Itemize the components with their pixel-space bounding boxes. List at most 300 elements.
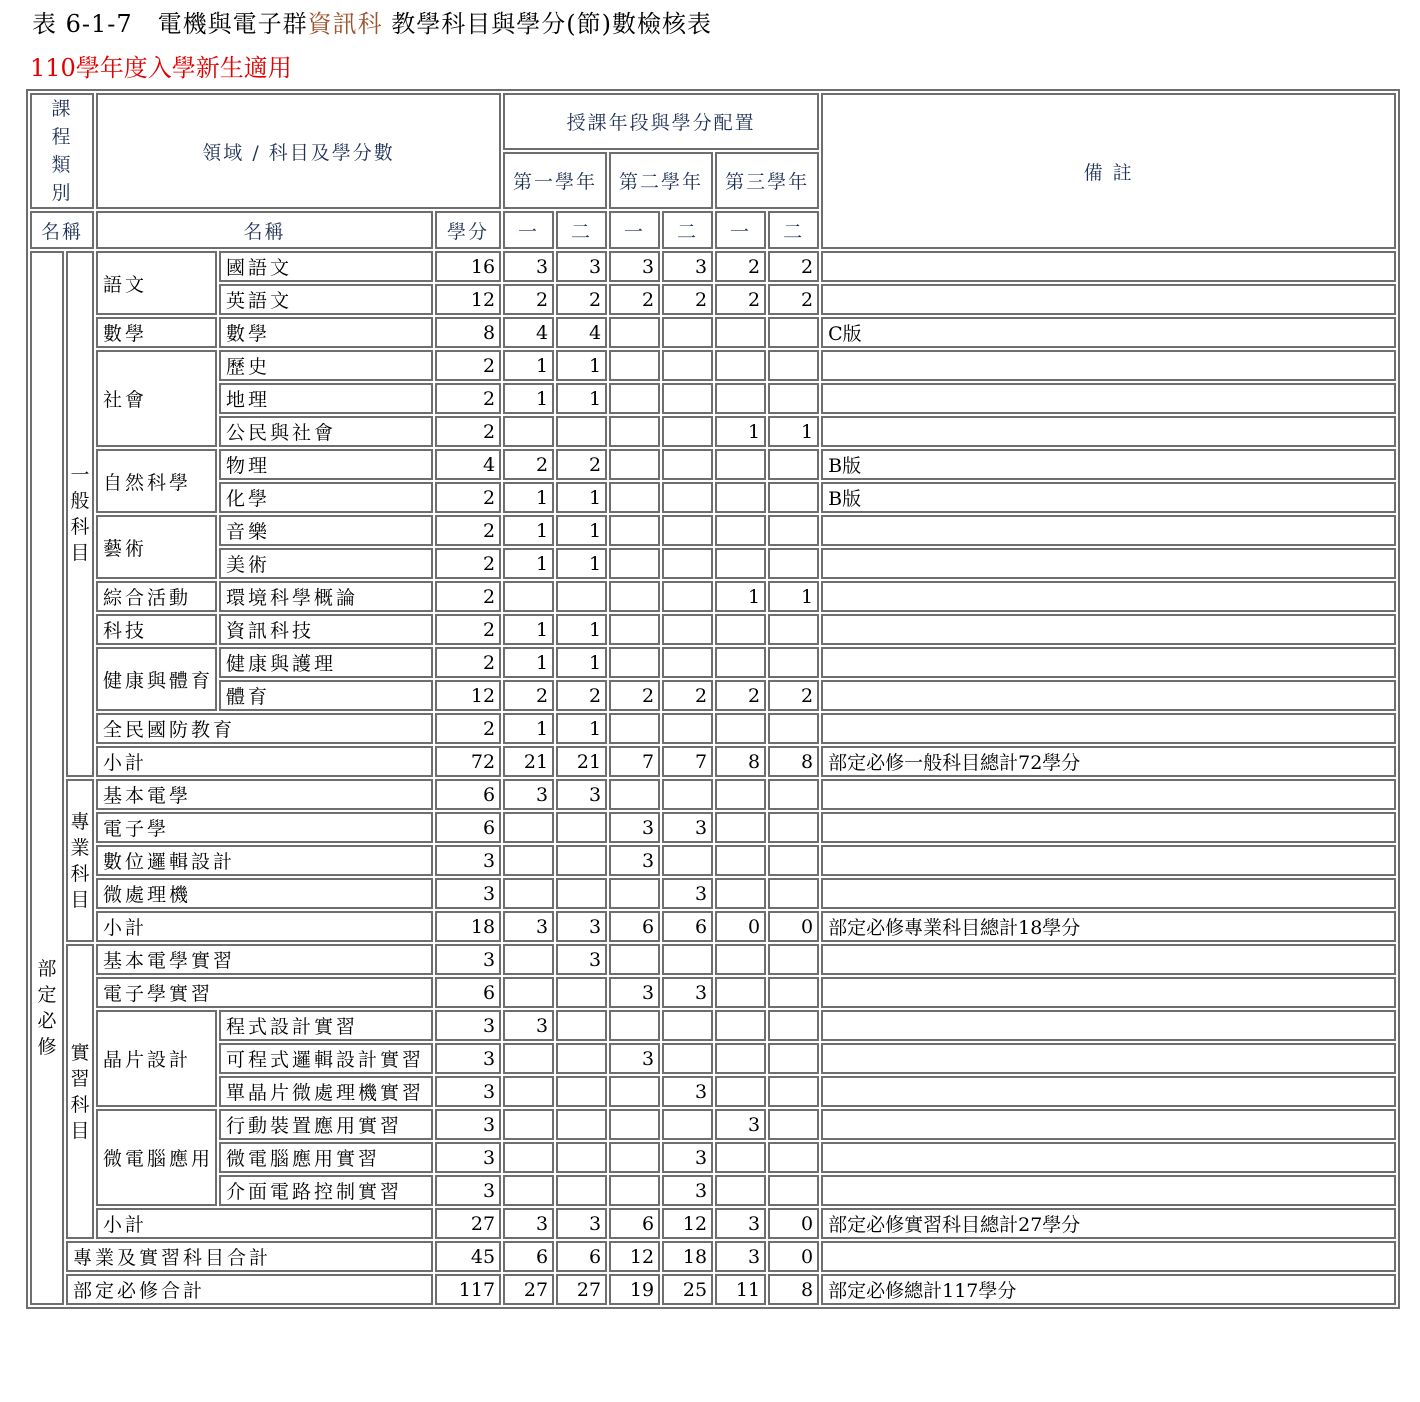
table-row bbox=[30, 977, 1396, 1008]
category-required: 部定必修 bbox=[30, 251, 64, 1305]
sem-cell: 25 bbox=[662, 1274, 713, 1305]
remark-cell bbox=[821, 1241, 1396, 1272]
table-row bbox=[30, 251, 1396, 282]
sem-cell: 3 bbox=[662, 1142, 713, 1173]
credit-cell: 2 bbox=[435, 581, 501, 612]
sem-cell bbox=[556, 1010, 607, 1041]
sem-cell bbox=[768, 515, 819, 546]
sem-cell bbox=[715, 350, 766, 381]
table-row bbox=[30, 680, 1396, 711]
table-row bbox=[30, 581, 1396, 612]
table-row bbox=[30, 845, 1396, 876]
sem-cell bbox=[556, 845, 607, 876]
remark-cell bbox=[821, 779, 1396, 810]
sem-cell bbox=[609, 878, 660, 909]
sem-cell bbox=[715, 647, 766, 678]
header-year2: 第二學年 bbox=[609, 152, 713, 209]
header-sem: 二 bbox=[768, 211, 819, 249]
domain-cell: 自然科學 bbox=[96, 449, 217, 513]
sem-cell bbox=[715, 779, 766, 810]
sem-cell bbox=[609, 1076, 660, 1107]
remark-cell bbox=[821, 1076, 1396, 1107]
sem-cell bbox=[609, 614, 660, 645]
sem-cell: 1 bbox=[556, 350, 607, 381]
sem-cell bbox=[503, 1076, 554, 1107]
sem-cell bbox=[503, 1142, 554, 1173]
credit-cell: 2 bbox=[435, 383, 501, 414]
sem-cell: 3 bbox=[715, 1208, 766, 1239]
subject-cell: 單晶片微處理機實習 bbox=[219, 1076, 433, 1107]
table-row bbox=[30, 944, 1396, 975]
subject-cell: 小計 bbox=[96, 1208, 433, 1239]
header-name-b: 名稱 bbox=[96, 211, 433, 249]
header-year3: 第三學年 bbox=[715, 152, 819, 209]
sem-cell: 8 bbox=[768, 746, 819, 777]
header-credits: 學分 bbox=[435, 211, 501, 249]
sem-cell bbox=[715, 812, 766, 843]
sem-cell: 2 bbox=[715, 680, 766, 711]
subject-cell: 歷史 bbox=[219, 350, 433, 381]
remark-cell bbox=[821, 350, 1396, 381]
credit-table bbox=[26, 89, 1400, 1309]
remark-cell bbox=[821, 647, 1396, 678]
subject-cell: 全民國防教育 bbox=[96, 713, 433, 744]
sem-cell bbox=[662, 1010, 713, 1041]
sem-cell: 3 bbox=[662, 878, 713, 909]
subject-cell: 基本電學實習 bbox=[96, 944, 433, 975]
header-sem: 二 bbox=[556, 211, 607, 249]
sem-cell bbox=[609, 581, 660, 612]
title-prefix: 表 6-1-7 電機與電子群 bbox=[32, 10, 308, 38]
sem-cell: 2 bbox=[503, 680, 554, 711]
remark-cell: B版 bbox=[821, 449, 1396, 480]
sem-cell bbox=[662, 317, 713, 348]
sem-cell: 1 bbox=[556, 647, 607, 678]
sem-cell bbox=[715, 1142, 766, 1173]
credit-cell: 2 bbox=[435, 713, 501, 744]
sem-cell bbox=[768, 713, 819, 744]
sem-cell: 1 bbox=[556, 482, 607, 513]
sem-cell: 3 bbox=[715, 1241, 766, 1272]
sem-cell: 3 bbox=[609, 251, 660, 282]
table-row bbox=[30, 383, 1396, 414]
domain-cell: 數學 bbox=[96, 317, 217, 348]
sem-cell: 27 bbox=[503, 1274, 554, 1305]
sem-cell bbox=[715, 977, 766, 1008]
remark-cell bbox=[821, 812, 1396, 843]
credit-cell: 4 bbox=[435, 449, 501, 480]
sem-cell bbox=[662, 482, 713, 513]
sem-cell bbox=[768, 317, 819, 348]
subject-cell: 介面電路控制實習 bbox=[219, 1175, 433, 1206]
sem-cell: 18 bbox=[662, 1241, 713, 1272]
remark-cell bbox=[821, 284, 1396, 315]
credit-cell: 18 bbox=[435, 911, 501, 942]
subject-cell: 部定必修合計 bbox=[66, 1274, 433, 1305]
sem-cell: 1 bbox=[556, 515, 607, 546]
subject-cell: 小計 bbox=[96, 746, 433, 777]
sem-cell bbox=[662, 1043, 713, 1074]
sem-cell bbox=[715, 548, 766, 579]
credit-cell: 3 bbox=[435, 1010, 501, 1041]
remark-cell bbox=[821, 383, 1396, 414]
table-row bbox=[30, 1076, 1396, 1107]
sem-cell bbox=[715, 1076, 766, 1107]
header-sem: 一 bbox=[609, 211, 660, 249]
sem-cell: 2 bbox=[768, 284, 819, 315]
subject-cell: 微處理機 bbox=[96, 878, 433, 909]
sem-cell bbox=[662, 581, 713, 612]
sem-cell bbox=[609, 548, 660, 579]
table-row bbox=[30, 449, 1396, 480]
table-row bbox=[30, 647, 1396, 678]
remark-cell bbox=[821, 977, 1396, 1008]
credit-cell: 3 bbox=[435, 1076, 501, 1107]
sem-cell bbox=[768, 878, 819, 909]
sem-cell bbox=[609, 449, 660, 480]
remark-cell: B版 bbox=[821, 482, 1396, 513]
sem-cell: 2 bbox=[662, 284, 713, 315]
remark-cell bbox=[821, 845, 1396, 876]
subject-cell: 專業及實習科目合計 bbox=[66, 1241, 433, 1272]
domain-cell: 綜合活動 bbox=[96, 581, 217, 612]
sem-cell bbox=[556, 812, 607, 843]
remark-cell bbox=[821, 944, 1396, 975]
sem-cell: 1 bbox=[503, 647, 554, 678]
subject-cell: 資訊科技 bbox=[219, 614, 433, 645]
sem-cell bbox=[662, 548, 713, 579]
remark-cell bbox=[821, 680, 1396, 711]
sem-cell bbox=[609, 647, 660, 678]
sem-cell bbox=[609, 713, 660, 744]
sem-cell: 19 bbox=[609, 1274, 660, 1305]
sem-cell: 3 bbox=[662, 1076, 713, 1107]
sem-cell bbox=[715, 614, 766, 645]
table-row bbox=[30, 614, 1396, 645]
sem-cell bbox=[503, 977, 554, 1008]
remark-cell: 部定必修專業科目總計18學分 bbox=[821, 911, 1396, 942]
table-row bbox=[30, 317, 1396, 348]
sem-cell: 3 bbox=[609, 812, 660, 843]
sem-cell bbox=[768, 1175, 819, 1206]
sem-cell: 0 bbox=[768, 911, 819, 942]
sem-cell bbox=[556, 416, 607, 447]
sem-cell bbox=[715, 944, 766, 975]
header-sem: 一 bbox=[503, 211, 554, 249]
sem-cell bbox=[556, 1175, 607, 1206]
credit-cell: 12 bbox=[435, 284, 501, 315]
domain-cell: 藝術 bbox=[96, 515, 217, 579]
sem-cell bbox=[503, 416, 554, 447]
header-grade-config: 授課年段與學分配置 bbox=[503, 93, 819, 150]
table-row bbox=[30, 878, 1396, 909]
subject-cell: 可程式邏輯設計實習 bbox=[219, 1043, 433, 1074]
sem-cell: 3 bbox=[556, 911, 607, 942]
sem-cell bbox=[662, 713, 713, 744]
sem-cell: 1 bbox=[556, 713, 607, 744]
sem-cell bbox=[609, 1010, 660, 1041]
sem-cell bbox=[768, 1142, 819, 1173]
credit-cell: 3 bbox=[435, 1142, 501, 1173]
sem-cell: 6 bbox=[662, 911, 713, 942]
sem-cell bbox=[768, 1076, 819, 1107]
sem-cell: 21 bbox=[556, 746, 607, 777]
sem-cell: 0 bbox=[715, 911, 766, 942]
domain-cell: 科技 bbox=[96, 614, 217, 645]
sem-cell: 1 bbox=[503, 350, 554, 381]
sem-cell bbox=[662, 647, 713, 678]
subject-cell: 音樂 bbox=[219, 515, 433, 546]
sem-cell bbox=[609, 1175, 660, 1206]
domain-cell: 晶片設計 bbox=[96, 1010, 217, 1107]
header-course-type: 課程類別 bbox=[30, 93, 94, 209]
remark-cell bbox=[821, 1010, 1396, 1041]
sem-cell bbox=[662, 1109, 713, 1140]
domain-cell: 健康與體育 bbox=[96, 647, 217, 711]
sem-cell bbox=[503, 845, 554, 876]
sem-cell: 27 bbox=[556, 1274, 607, 1305]
sem-cell bbox=[503, 878, 554, 909]
sem-cell bbox=[768, 647, 819, 678]
sem-cell bbox=[768, 1010, 819, 1041]
category-general: 一般科目 bbox=[66, 251, 94, 777]
table-row bbox=[30, 350, 1396, 381]
header-sem: 二 bbox=[662, 211, 713, 249]
title-suffix: 教學科目與學分(節)數檢核表 bbox=[382, 10, 713, 38]
header-remarks: 備 註 bbox=[821, 93, 1396, 249]
remark-cell: 部定必修實習科目總計27學分 bbox=[821, 1208, 1396, 1239]
credit-cell: 2 bbox=[435, 416, 501, 447]
table-row bbox=[30, 1010, 1396, 1041]
sem-cell: 3 bbox=[556, 1208, 607, 1239]
sem-cell: 2 bbox=[556, 449, 607, 480]
remark-cell bbox=[821, 878, 1396, 909]
remark-cell bbox=[821, 251, 1396, 282]
header-year1: 第一學年 bbox=[503, 152, 607, 209]
sem-cell: 3 bbox=[503, 911, 554, 942]
remark-cell bbox=[821, 581, 1396, 612]
sem-cell bbox=[556, 1109, 607, 1140]
subject-cell: 小計 bbox=[96, 911, 433, 942]
sem-cell bbox=[609, 1142, 660, 1173]
credit-cell: 3 bbox=[435, 1043, 501, 1074]
remark-cell bbox=[821, 1142, 1396, 1173]
sem-cell bbox=[662, 449, 713, 480]
sem-cell bbox=[715, 383, 766, 414]
sem-cell: 2 bbox=[715, 251, 766, 282]
sem-cell bbox=[609, 515, 660, 546]
sem-cell bbox=[609, 383, 660, 414]
credit-cell: 2 bbox=[435, 515, 501, 546]
sem-cell: 2 bbox=[768, 680, 819, 711]
table-row bbox=[30, 779, 1396, 810]
subject-cell: 公民與社會 bbox=[219, 416, 433, 447]
table-row bbox=[30, 515, 1396, 546]
sem-cell: 2 bbox=[556, 680, 607, 711]
sem-cell: 3 bbox=[609, 1043, 660, 1074]
credit-cell: 3 bbox=[435, 1175, 501, 1206]
sem-cell bbox=[503, 1175, 554, 1206]
subject-cell: 物理 bbox=[219, 449, 433, 480]
sem-cell: 1 bbox=[768, 416, 819, 447]
sem-cell: 3 bbox=[662, 977, 713, 1008]
credit-cell: 16 bbox=[435, 251, 501, 282]
remark-cell bbox=[821, 416, 1396, 447]
sem-cell: 1 bbox=[715, 581, 766, 612]
sem-cell bbox=[609, 350, 660, 381]
subject-cell: 數位邏輯設計 bbox=[96, 845, 433, 876]
sem-cell bbox=[609, 482, 660, 513]
sem-cell: 3 bbox=[556, 251, 607, 282]
subject-cell: 地理 bbox=[219, 383, 433, 414]
sem-cell bbox=[715, 713, 766, 744]
header-sem: 一 bbox=[715, 211, 766, 249]
sem-cell bbox=[556, 878, 607, 909]
table-row bbox=[30, 1043, 1396, 1074]
credit-cell: 45 bbox=[435, 1241, 501, 1272]
subject-cell: 電子學 bbox=[96, 812, 433, 843]
sem-cell: 6 bbox=[609, 1208, 660, 1239]
sem-cell bbox=[715, 449, 766, 480]
sem-cell: 1 bbox=[715, 416, 766, 447]
subtotal-row bbox=[30, 1208, 1396, 1239]
sem-cell: 2 bbox=[768, 251, 819, 282]
sem-cell bbox=[768, 548, 819, 579]
sem-cell bbox=[715, 845, 766, 876]
sem-cell: 3 bbox=[662, 812, 713, 843]
sem-cell: 3 bbox=[503, 779, 554, 810]
sem-cell: 2 bbox=[715, 284, 766, 315]
category-professional: 專業科目 bbox=[66, 779, 94, 942]
subject-cell: 數學 bbox=[219, 317, 433, 348]
credit-cell: 27 bbox=[435, 1208, 501, 1239]
sem-cell: 2 bbox=[503, 284, 554, 315]
total-row bbox=[30, 1274, 1396, 1305]
sem-cell bbox=[556, 977, 607, 1008]
subject-cell: 化學 bbox=[219, 482, 433, 513]
sem-cell bbox=[556, 1142, 607, 1173]
sem-cell bbox=[609, 317, 660, 348]
sem-cell: 2 bbox=[503, 449, 554, 480]
sem-cell: 1 bbox=[503, 383, 554, 414]
table-row bbox=[30, 1142, 1396, 1173]
page-subtitle: 110學年度入學新生適用 bbox=[30, 54, 292, 82]
subject-cell: 基本電學 bbox=[96, 779, 433, 810]
sem-cell bbox=[609, 944, 660, 975]
sem-cell: 2 bbox=[609, 680, 660, 711]
sem-cell bbox=[662, 845, 713, 876]
sem-cell bbox=[609, 416, 660, 447]
table-row bbox=[30, 812, 1396, 843]
remark-cell: 部定必修總計117學分 bbox=[821, 1274, 1396, 1305]
credit-cell: 2 bbox=[435, 482, 501, 513]
subject-cell: 美術 bbox=[219, 548, 433, 579]
sem-cell bbox=[715, 1043, 766, 1074]
remark-cell bbox=[821, 1043, 1396, 1074]
sem-cell: 1 bbox=[503, 614, 554, 645]
sem-cell: 3 bbox=[609, 845, 660, 876]
sem-cell bbox=[556, 581, 607, 612]
remark-cell bbox=[821, 548, 1396, 579]
sem-cell bbox=[715, 1175, 766, 1206]
sem-cell: 7 bbox=[609, 746, 660, 777]
remark-cell bbox=[821, 713, 1396, 744]
credit-cell: 2 bbox=[435, 614, 501, 645]
credit-cell: 117 bbox=[435, 1274, 501, 1305]
subject-cell: 環境科學概論 bbox=[219, 581, 433, 612]
title-highlight: 資訊科 bbox=[307, 10, 383, 38]
remark-cell: C版 bbox=[821, 317, 1396, 348]
sem-cell: 2 bbox=[556, 284, 607, 315]
sem-cell bbox=[768, 1109, 819, 1140]
sem-cell bbox=[503, 1043, 554, 1074]
sem-cell: 3 bbox=[556, 944, 607, 975]
sem-cell bbox=[768, 350, 819, 381]
sem-cell bbox=[715, 515, 766, 546]
sem-cell: 6 bbox=[609, 911, 660, 942]
sem-cell bbox=[662, 515, 713, 546]
remark-cell bbox=[821, 1109, 1396, 1140]
sem-cell bbox=[662, 944, 713, 975]
subtotal-row bbox=[30, 911, 1396, 942]
table-row bbox=[30, 713, 1396, 744]
sem-cell bbox=[662, 614, 713, 645]
credit-cell: 3 bbox=[435, 1109, 501, 1140]
sem-cell: 1 bbox=[503, 515, 554, 546]
credit-cell: 6 bbox=[435, 812, 501, 843]
sem-cell: 6 bbox=[503, 1241, 554, 1272]
sem-cell bbox=[609, 779, 660, 810]
sem-cell bbox=[503, 581, 554, 612]
credit-cell: 6 bbox=[435, 977, 501, 1008]
remark-cell bbox=[821, 515, 1396, 546]
sem-cell bbox=[556, 1076, 607, 1107]
page-title bbox=[32, 4, 712, 39]
subject-cell: 健康與護理 bbox=[219, 647, 433, 678]
sem-cell bbox=[503, 944, 554, 975]
subtotal-row bbox=[30, 746, 1396, 777]
sem-cell: 0 bbox=[768, 1208, 819, 1239]
remark-cell: 部定必修一般科目總計72學分 bbox=[821, 746, 1396, 777]
sem-cell: 1 bbox=[503, 713, 554, 744]
subject-cell: 體育 bbox=[219, 680, 433, 711]
credit-cell: 2 bbox=[435, 350, 501, 381]
sem-cell: 3 bbox=[556, 779, 607, 810]
header-name-a: 名稱 bbox=[30, 211, 94, 249]
sem-cell bbox=[556, 1043, 607, 1074]
header-domain-subject: 領域 / 科目及學分數 bbox=[96, 93, 501, 209]
sem-cell: 0 bbox=[768, 1241, 819, 1272]
sem-cell bbox=[715, 1010, 766, 1041]
sem-cell: 3 bbox=[503, 1010, 554, 1041]
sem-cell: 4 bbox=[556, 317, 607, 348]
credit-cell: 12 bbox=[435, 680, 501, 711]
credit-cell: 3 bbox=[435, 944, 501, 975]
sem-cell bbox=[768, 845, 819, 876]
table-row bbox=[30, 1175, 1396, 1206]
sem-cell: 12 bbox=[609, 1241, 660, 1272]
category-practicum: 實習科目 bbox=[66, 944, 94, 1239]
sem-cell: 3 bbox=[609, 977, 660, 1008]
subject-cell: 行動裝置應用實習 bbox=[219, 1109, 433, 1140]
subject-cell: 微電腦應用實習 bbox=[219, 1142, 433, 1173]
sem-cell bbox=[503, 1109, 554, 1140]
sem-cell: 2 bbox=[662, 680, 713, 711]
credit-cell: 3 bbox=[435, 845, 501, 876]
sem-cell bbox=[662, 383, 713, 414]
sem-cell bbox=[662, 416, 713, 447]
sem-cell: 3 bbox=[662, 251, 713, 282]
